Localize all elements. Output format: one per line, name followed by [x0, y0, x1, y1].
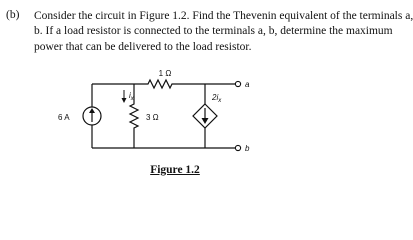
- resistor-mid-label: 3 Ω: [146, 113, 159, 122]
- terminal-a-node: [235, 81, 240, 86]
- top-wire: [92, 80, 235, 88]
- question-line-2: b. If a load resistor is connected to the terminals a, b, determine the maximum: [34, 25, 393, 38]
- terminal-a-label: a: [245, 80, 250, 89]
- middle-branch-wire: [130, 84, 138, 148]
- ix-label-main: i: [129, 91, 131, 100]
- terminal-b-node: [235, 145, 240, 150]
- terminal-b-label: b: [245, 144, 250, 153]
- resistor-top-label: 1 Ω: [158, 69, 172, 78]
- figure-caption: Figure 1.2: [150, 164, 200, 176]
- question-line-3: power that can be delivered to the load resistor.: [34, 40, 252, 53]
- question-line-1: Consider the circuit in Figure 1.2. Find the Thevenin equivalent of the terminals a,: [34, 10, 413, 22]
- controlled-source-label-main: 2i: [212, 93, 219, 102]
- controlled-source-label: [211, 93, 222, 104]
- controlled-source-label-sub: x: [218, 98, 222, 104]
- ix-arrow-head: [122, 98, 127, 103]
- ix-label-sub: x: [130, 96, 134, 102]
- current-source-label: 6 A: [58, 113, 70, 122]
- question-label: (b): [6, 9, 20, 21]
